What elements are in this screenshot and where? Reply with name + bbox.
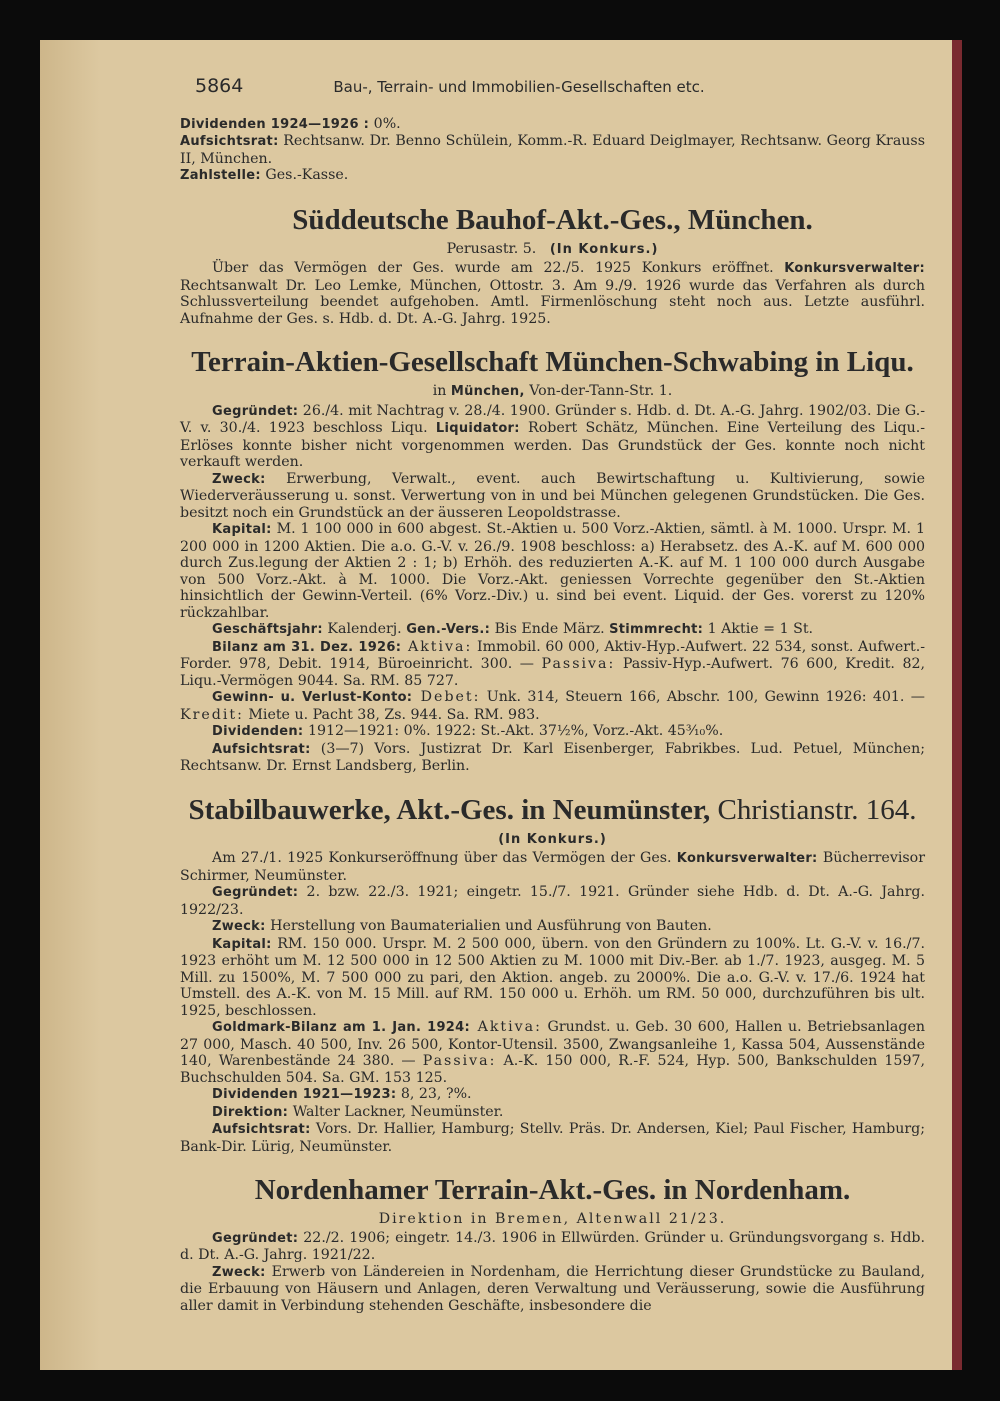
entry-dividenden: Dividenden 1921—1923: 8, 23, ?%.	[212, 1086, 472, 1102]
company-subline	[180, 831, 925, 849]
konkurs-badge: (In Konkurs.)	[549, 241, 659, 257]
company-title-nordenhamer: Nordenhamer Terrain-Akt.-Ges. in Nordenham.	[254, 1174, 851, 1206]
entry-zweck: Zweck: Erwerbung, Verwalt., event. auch Bewirtschaftung u. Kultivierung, sowie Wiederveräusserung u. sonst. Verwertung von in und bei München gelegenen Grundstücken. Die Ges. besitzt noch ein Grundstück an der äusseren Leopoldstrasse.	[180, 470, 925, 521]
running-header	[180, 75, 925, 97]
company-title-schwabing: Terrain-Aktien-Gesellschaft München-Schwabing in Liqu.	[191, 346, 914, 378]
company-subline: in München, Von-der-Tann-Str. 1.	[432, 383, 673, 399]
company-subline: Direktion in Bremen, Altenwall 21/23.	[378, 1211, 727, 1227]
entry-goldmark-bilanz: Goldmark-Bilanz am 1. Jan. 1924: Aktiva: Grundst. u. Geb. 30 600, Hallen u. Betriebsanlagen 27 000, Masch. 40 500, Inv. 26 500, Kontor-Utensil. 3500, Zwangsanleihe 1, Kassa 504, Aussenstände 140, Warenbestände 24 380. — Passiva: A.-K. 150 000, R.-F. 524, Hyp. 500, Bankschulden 1597, Buchschulden 504. Sa. GM. 153 125.	[180, 1019, 926, 1086]
company-title-stabilbauwerke: Stabilbauwerke, Akt.-Ges. in Neumünster, Christianstr. 164.	[188, 793, 917, 826]
entry-zweck: Zweck: Erwerb von Ländereien in Nordenham, die Herrichtung dieser Grundstücke zu Bauland, die Erbauung von Häusern und Anlagen, deren Verwaltung und Veräusserung, sowie die Ausführung aller damit in Verbindung stehenden Geschäfte, insbesondere die	[180, 1263, 925, 1314]
company-subline: Perusastr. 5. (In Konkurs.)	[446, 240, 659, 257]
entry-kapital: Kapital: RM. 150 000. Urspr. M. 2 500 000, übern. von den Gründern zu 100%. Lt. G.-V. v. 16./7. 1923 erhöht um M. 12 500 000 in 12 500 Aktien zu M. 1000 mit Div.-Ber. ab 1./7. 1923, ausgeg. M. 5 Mill. zu 1500%, M. 7 500 000 zu pari, den Aktion. angeb. zu 2000%. Die a.o. G.-V. v. 17./6. 1924 hat Umstell. des A.-K. von M. 15 Mill. auf RM. 150 000 u. Erhöh. um RM. 50 000, durchzuführen bis ult. 1925, beschlossen.	[180, 935, 925, 1019]
entry-dividenden: Dividenden: 1912—1921: 0%. 1922: St.-Akt. 37½%, Vorz.-Akt. 45³⁄₁₀%.	[212, 723, 724, 739]
entry-aufsichtsrat: Aufsichtsrat: Vors. Dr. Hallier, Hamburg; Stellv. Präs. Dr. Andersen, Kiel; Paul Fischer, Hamburg; Bank-Dir. Lürig, Neumünster.	[180, 1121, 925, 1155]
konkurs-badge: (In Konkurs.)	[498, 831, 607, 847]
entry-kapital: Kapital: M. 1 100 000 in 600 abgest. St.-Aktien u. 500 Vorz.-Aktien, sämtl. à M. 1000. Urspr. M. 1 200 000 in 1200 Aktien. Die a.o. G.-V. v. 26./9. 1908 beschloss: a) Herabsetz. des A.-K. auf M. 600 000 durch Zus.legung der Aktien 2 : 1; b) Erhöh. des reduzierten A.-K. auf M. 1 100 000 durch Ausgabe von 500 Vorz.-Akt. à M. 1000. Die Vorz.-Akt. geniessen Vorrechte gegenüber den St.-Aktien hinsichtlich der Gewinn-Verteil. (6% Vorz.-Div.) u. sind bei event. Liquid. der Ges. vorerst zu 120% rückzahlbar.	[180, 521, 925, 621]
entry-geschaeftsjahr: Geschäftsjahr: Kalenderj. Gen.-Vers.: Bis Ende März. Stimmrecht: 1 Aktie = 1 St.	[212, 621, 814, 637]
entry-intro: Am 27./1. 1925 Konkurseröffnung über das Vermögen der Ges. Konkursverwalter: Bücherrevisor Schirmer, Neumünster.	[180, 850, 925, 884]
entry-gegruendet: Gegründet: 26./4. mit Nachtrag v. 28./4. 1900. Gründer s. Hdb. d. Dt. A.-G. Jahrg. 1902/03. Die G.-V. v. 30./4. 1923 beschloss Liqu. Liquidator: Robert Schätz, München. Eine Verteilung des Liqu.-Erlöses konnte bisher nicht vorgenommen werden. Das Grundstück der Ges. konnte noch nicht verkauft werden.	[180, 402, 926, 470]
book-page	[40, 40, 962, 1370]
company-title-suddeutsche: Süddeutsche Bauhof-Akt.-Ges., München.	[292, 203, 813, 236]
entry-guv: Gewinn- u. Verlust-Konto: Debet: Unk. 314, Steuern 166, Abschr. 100, Gewinn 1926: 401. — Kredit: Miete u. Pacht 38, Zs. 944. Sa. RM. 983.	[180, 689, 925, 723]
prev-zahlstelle: Zahlstelle: Ges.-Kasse.	[180, 167, 349, 183]
running-title: Bau-, Terrain- und Immobilien-Gesellschaften etc.	[333, 78, 705, 96]
page-number: 5864	[195, 75, 244, 97]
entry-gegruendet: Gegründet: 2. bzw. 22./3. 1921; eingetr. 15./7. 1921. Gründer siehe Hdb. d. Dt. A.-G. Jahrg. 1922/23.	[180, 884, 925, 918]
page-gutter	[40, 40, 100, 1370]
book-edge	[952, 40, 962, 1370]
entry-gegruendet: Gegründet: 22./2. 1906; eingetr. 14./3. 1906 in Ellwürden. Gründer u. Gründungsvorgang s. Hdb. d. Dt. A.-G. Jahrg. 1921/22.	[180, 1229, 925, 1263]
prev-dividends: Dividenden 1924—1926 : 0%.	[180, 115, 401, 132]
entry-body: Über das Vermögen der Ges. wurde am 22./5. 1925 Konkurs eröffnet. Konkursverwalter: Rechtsanwalt Dr. Leo Lemke, München, Ottostr. 3. Am 9./9. 1926 wurde das Verfahren als durch Schlussverteilung beendet aufgehoben. Amtl. Firmenlöschung steht noch aus. Letzte ausführl. Aufnahme der Ges. s. Hdb. d. Dt. A.-G. Jahrg. 1925.	[180, 260, 925, 327]
entry-direktion: Direktion: Walter Lackner, Neumünster.	[212, 1103, 504, 1120]
prev-aufsichtsrat: Aufsichtsrat: Rechtsanw. Dr. Benno Schülein, Komm.-R. Eduard Deiglmayer, Rechtsanw. Georg Krauss II, München.	[180, 133, 925, 167]
entry-bilanz: Bilanz am 31. Dez. 1926: Aktiva: Immobil. 60 000, Aktiv-Hyp.-Aufwert. 22 534, sonst. Aufwert.-Forder. 978, Debit. 1914, Büroeinricht. 300. — Passiva: Passiv-Hyp.-Aufwert. 76 600, Kredit. 82, Liqu.-Vermögen 9044. Sa. RM. 85 727.	[180, 638, 926, 689]
page-content	[180, 75, 926, 1314]
entry-aufsichtsrat: Aufsichtsrat: (3—7) Vors. Justizrat Dr. Karl Eisenberger, Fabrikbes. Lud. Petuel, München; Rechtsanw. Dr. Ernst Landsberg, Berlin.	[180, 740, 925, 774]
entry-zweck: Zweck: Herstellung von Baumaterialien und Ausführung von Bauten.	[212, 918, 712, 934]
